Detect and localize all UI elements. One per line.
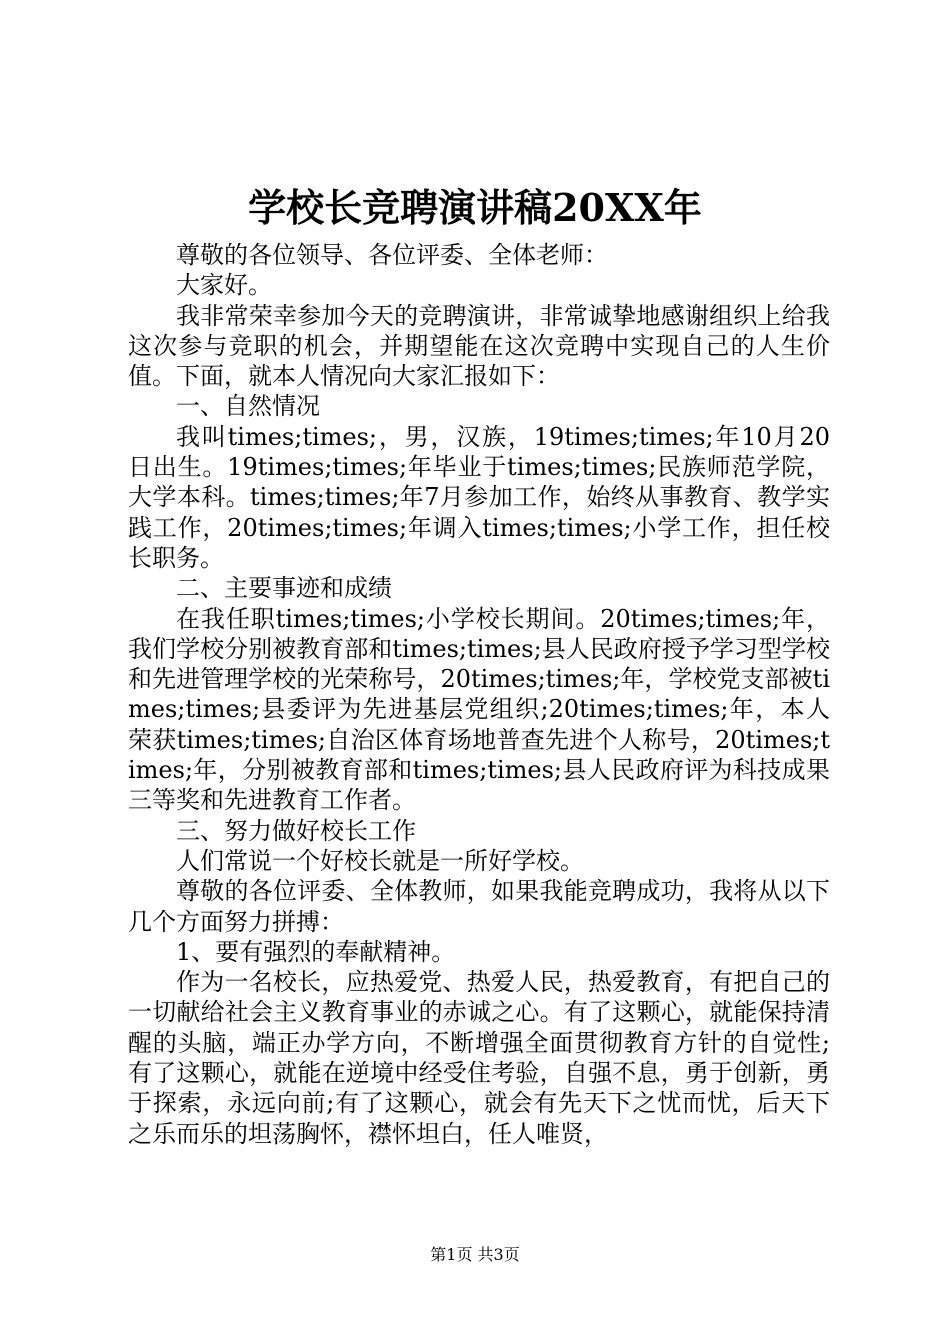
- document-body: [128, 240, 830, 1149]
- section-heading-3: 三、努力做好校长工作: [176, 816, 416, 845]
- paragraph-pledge: 尊敬的各位评委、全体教师，如果我能竞聘成功，我将从以下几个方面努力拼搏：: [128, 877, 830, 936]
- paragraph-salutation: 尊敬的各位领导、各位评委、全体老师：: [176, 241, 608, 269]
- page-footer: 第1页 共3页: [430, 1245, 520, 1264]
- paragraph-saying: 人们常说一个好校长就是一所好学校。: [176, 846, 584, 875]
- section-heading-1: 一、自然情况: [176, 392, 320, 421]
- paragraph-dedication: 作为一名校长，应热爱党、热爱人民，热爱教育，有把自己的一切献给社会主义教育事业的赤诚之心。有了这颗心，就能保持清醒的头脑，端正办学方向，不断增强全面贯彻教育方针的自觉性;有了这颗心，就能在逆境中经受住考验，自强不息，勇于创新，勇于探索，永远向前;有了这颗心，就会有先天下之忧而忧，后天下之乐而乐的坦荡胸怀，襟怀坦白，任人唯贤，: [128, 968, 830, 1148]
- subheading-1: 1、要有强烈的奉献精神。: [176, 937, 456, 966]
- paragraph-greeting: 大家好。: [176, 271, 272, 300]
- paragraph-intro: 我非常荣幸参加今天的竞聘演讲，非常诚挚地感谢组织上给我这次参与竞职的机会，并期望能在这次竞聘中实现自己的人生价值。下面，就本人情况向大家汇报如下：: [128, 301, 830, 391]
- section-heading-2: 二、主要事迹和成绩: [176, 574, 392, 603]
- paragraph-personal-info: 我叫times;times;，男，汉族，19times;times;年10月20日出生。19times;times;年毕业于times;times;民族师范学院，大学本科。times;times;年7月参加工作，始终从事教育、教学实践工作，20times;times;年调入times;times;小学工作，担任校长职务。: [128, 422, 830, 572]
- paragraph-achievements: 在我任职times;times;小学校长期间。20times;times;年，我们学校分别被教育部和times;times;县人民政府授予学习型学校和先进管理学校的光荣称号，20times;times;年，学校党支部被times;times;县委评为先进基层党组织;20times;times;年，本人荣获times;times;自治区体育场地普查先进个人称号，20times;times;年，分别被教育部和times;times;县人民政府评为科技成果三等奖和先进教育工作者。: [128, 604, 830, 815]
- document-title: 学校长竞聘演讲稿20XX年: [248, 185, 702, 230]
